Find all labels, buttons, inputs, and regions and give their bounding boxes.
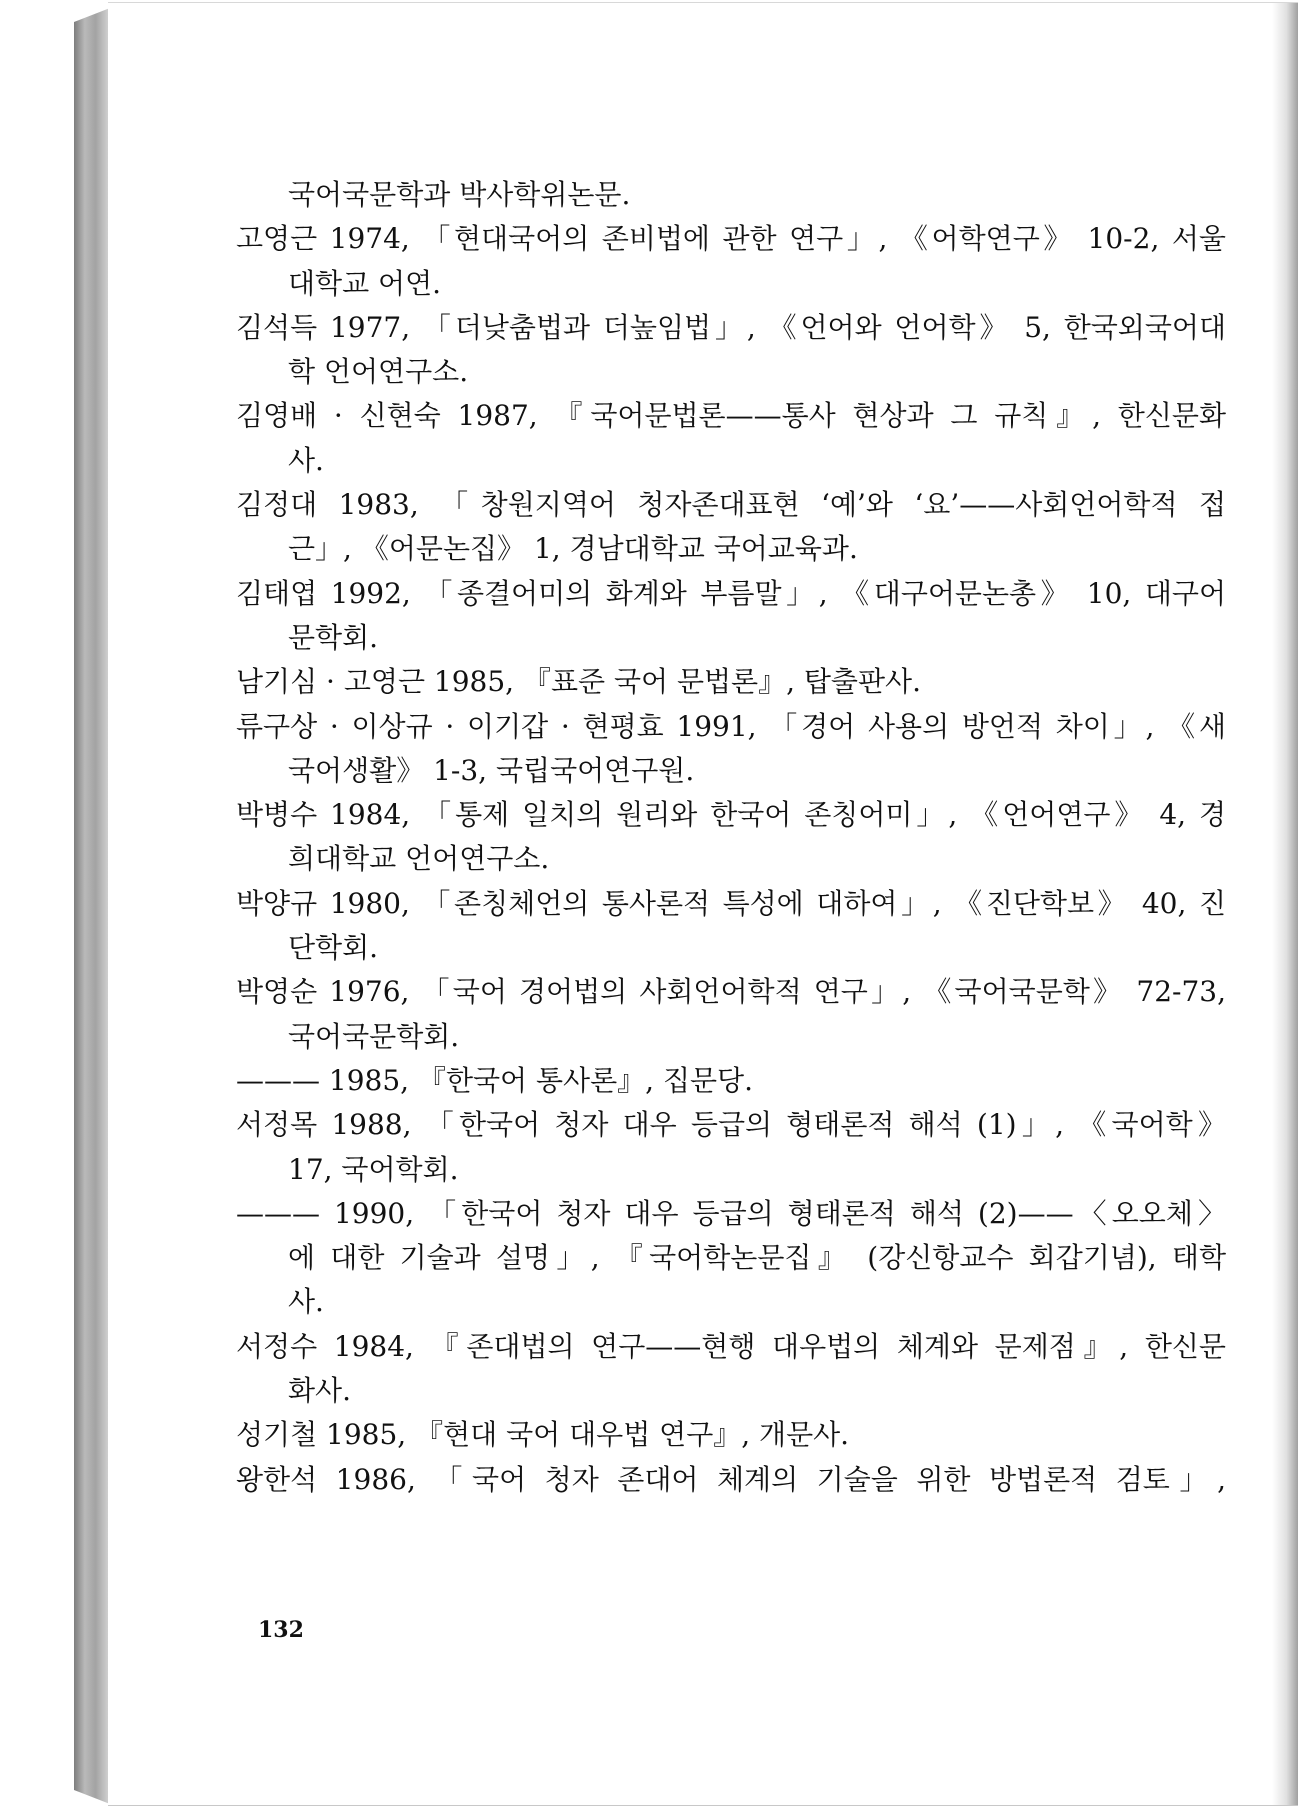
reference-continuation-line: 사. [288, 1285, 324, 1319]
reference-continuation-line: 학 언어연구소. [288, 355, 469, 389]
page-number: 132 [258, 1617, 304, 1643]
reference-continuation-line: 단학회. [288, 931, 379, 965]
reference-entry-line: 박영순 1976, 「국어 경어법의 사회언어학적 연구」, 《국어국문학》 72-73, [236, 975, 1226, 1009]
reference-entry-line: 김석득 1977, 「더낮춤법과 더높임법」, 《언어와 언어학》 5, 한국외국어대 [236, 310, 1226, 344]
reference-continuation-line: 근」, 《어문논집》 1, 경남대학교 국어교육과. [288, 532, 858, 566]
reference-continuation-line: 대학교 어연. [288, 266, 442, 300]
reference-entry-line: 왕한석 1986, 「국어 청자 존대어 체계의 기술을 위한 방법론적 검토」, [236, 1462, 1226, 1496]
reference-continuation-line: 17, 국어학회. [288, 1152, 459, 1186]
book-spine [74, 8, 110, 1804]
page-sheet [108, 2, 1298, 1806]
reference-entry-line: ——— 1990, 「한국어 청자 대우 등급의 형태론적 해석 (2)——〈오오체〉 [236, 1196, 1226, 1230]
reference-continuation-line: 국어생활》 1-3, 국립국어연구원. [288, 753, 695, 787]
reference-entry-line: 남기심 · 고영근 1985, 『표준 국어 문법론』, 탑출판사. [236, 665, 921, 699]
reference-entry-line: 김영배 · 신현숙 1987, 『국어문법론——통사 현상과 그 규칙』, 한신문화 [236, 399, 1226, 433]
reference-continuation-line: 문학회. [288, 620, 379, 654]
reference-continuation-line: 사. [288, 443, 324, 477]
reference-continuation-line: 희대학교 언어연구소. [288, 842, 550, 876]
references-text-block [236, 173, 1226, 1502]
reference-entry-line: 류구상 · 이상규 · 이기갑 · 현평효 1991, 「경어 사용의 방언적 차이」, 《새 [236, 709, 1226, 743]
reference-entry-line: 성기철 1985, 『현대 국어 대우법 연구』, 개문사. [236, 1418, 850, 1452]
reference-entry-line: 서정수 1984, 『존대법의 연구——현행 대우법의 체계와 문제점』, 한신문 [236, 1329, 1226, 1363]
reference-entry-line: 박양규 1980, 「존칭체언의 통사론적 특성에 대하여」, 《진단학보》 40, 진 [236, 886, 1226, 920]
reference-entry-line: 서정목 1988, 「한국어 청자 대우 등급의 형태론적 해석 (1)」, 《국어학》 [236, 1108, 1226, 1142]
page-edge-shadow [1272, 3, 1298, 1805]
reference-entry-line: 김태엽 1992, 「종결어미의 화계와 부름말」, 《대구어문논총》 10, 대구어 [236, 576, 1226, 610]
reference-continuation-line: 에 대한 기술과 설명」, 『국어학논문집』 (강신항교수 회갑기념), 태학 [288, 1241, 1226, 1275]
reference-continuation-line: 국어국문학회. [288, 1019, 460, 1053]
reference-entry-line: ——— 1985, 『한국어 통사론』, 집문당. [236, 1063, 753, 1097]
reference-entry-line: 김정대 1983, 「창원지역어 청자존대표현 ‘예’와 ‘요’——사회언어학적 접 [236, 488, 1226, 522]
reference-continuation-line: 화사. [288, 1374, 351, 1408]
reference-continuation-line: 국어국문학과 박사학위논문. [288, 178, 631, 211]
reference-entry-line: 고영근 1974, 「현대국어의 존비법에 관한 연구」, 《어학연구》 10-2, 서울 [236, 222, 1226, 256]
reference-entry-line: 박병수 1984, 「통제 일치의 원리와 한국어 존칭어미」, 《언어연구》 4, 경 [236, 798, 1226, 832]
